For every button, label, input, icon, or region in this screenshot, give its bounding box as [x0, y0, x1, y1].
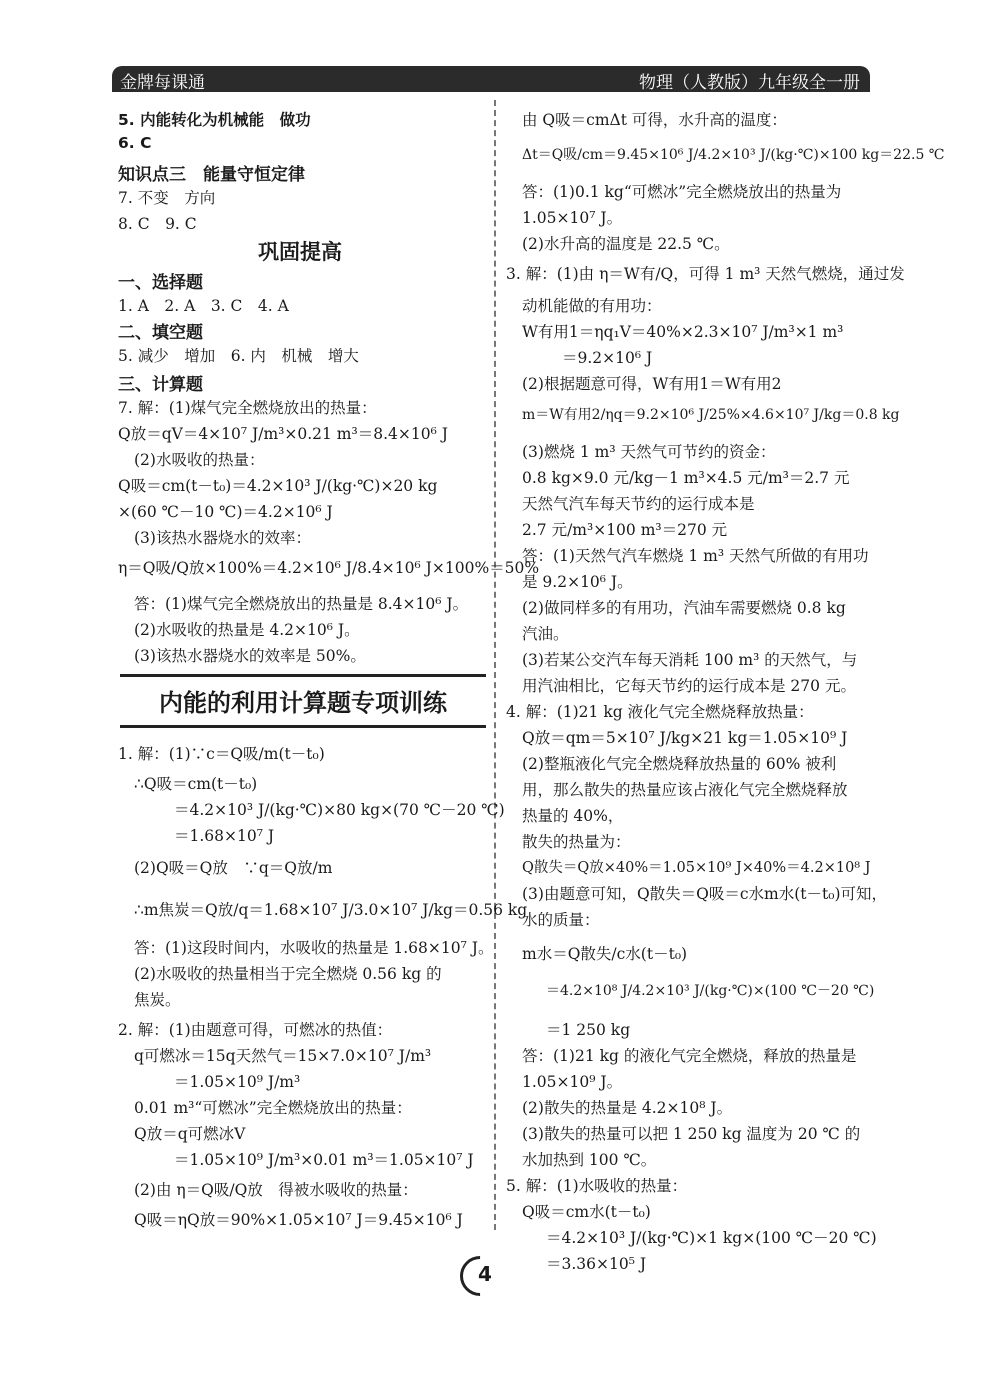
- solution-line: 答：(1)这段时间内，水吸收的热量是 1.68×10⁷ J。: [134, 939, 494, 957]
- solution-line: ＝1.05×10⁹ J/m³×0.01 m³＝1.05×10⁷ J: [174, 1151, 474, 1169]
- solution-line: Q吸＝cm(t－t₀)＝4.2×10³ J/(kg·℃)×20 kg: [118, 477, 438, 495]
- section-heading: 知识点三 能量守恒定律: [118, 165, 305, 185]
- formula-line: (2)由 η＝Q吸/Q放 得被水吸收的热量：: [134, 1181, 418, 1199]
- solution-line: q可燃冰＝15q天然气＝15×7.0×10⁷ J/m³: [134, 1047, 432, 1065]
- solution-line: (2)水吸收的热量是 4.2×10⁶ J。: [134, 621, 360, 639]
- answer-line: 1. A 2. A 3. C 4. A: [118, 297, 289, 315]
- solution-line: 由 Q吸＝cmΔt 可得，水升高的温度：: [522, 111, 787, 129]
- solution-line: (2)水吸收的热量相当于完全燃烧 0.56 kg 的: [134, 965, 442, 983]
- solution-line: 是 9.2×10⁶ J。: [522, 573, 633, 591]
- solution-line: 0.8 kg×9.0 元/kg－1 m³×4.5 元/m³＝2.7 元: [522, 469, 850, 487]
- solution-line: ＝4.2×10³ J/(kg·℃)×80 kg×(70 ℃－20 ℃): [174, 801, 505, 819]
- book-title: 金牌每课通: [120, 73, 205, 93]
- solution-line: ＝1.05×10⁹ J/m³: [174, 1073, 301, 1091]
- solution-line: 1.05×10⁹ J。: [522, 1073, 623, 1091]
- solution-line: 2. 解：(1)由题意可得，可燃冰的热值：: [118, 1021, 393, 1039]
- answer-line: 5. 减少 增加 6. 内 机械 增大: [118, 347, 359, 365]
- section-heading: 三、计算题: [118, 375, 203, 395]
- solution-line: 天然气汽车每天节约的运行成本是: [522, 495, 755, 513]
- page-number: 4: [478, 1262, 492, 1286]
- subject-title: 物理（人教版）九年级全一册: [639, 73, 860, 93]
- solution-line: 焦炭。: [134, 991, 181, 1009]
- solution-line: 1. 解：(1)∵c＝Q吸/m(t－t₀): [118, 745, 325, 763]
- solution-line: 4. 解：(1)21 kg 液化气完全燃烧释放热量：: [506, 703, 814, 721]
- column-divider: [494, 100, 496, 1230]
- solution-line: (3)燃烧 1 m³ 天然气可节约的资金：: [522, 443, 776, 461]
- solution-line: (2)水升高的温度是 22.5 ℃。: [522, 235, 730, 253]
- solution-line: Q吸＝cm水(t－t₀): [522, 1203, 651, 1221]
- solution-line: ＝3.36×10⁵ J: [546, 1255, 647, 1273]
- solution-line: 答：(1)0.1 kg“可燃冰”完全燃烧放出的热量为: [522, 183, 842, 201]
- solution-line: ＝4.2×10³ J/(kg·℃)×1 kg×(100 ℃－20 ℃): [546, 1229, 877, 1247]
- answer-line: 8. C 9. C: [118, 215, 197, 233]
- section-heading: 一、选择题: [118, 273, 203, 293]
- formula-line: Δt＝Q吸/cm＝9.45×10⁶ J/4.2×10³ J/(kg·℃)×100 kg＝22.5 ℃: [522, 147, 945, 163]
- solution-line: 动机能做的有用功：: [522, 297, 662, 315]
- solution-line: Q放＝qm＝5×10⁷ J/kg×21 kg＝1.05×10⁹ J: [522, 729, 848, 747]
- solution-line: (2)水吸收的热量：: [134, 451, 265, 469]
- solution-line: 答：(1)21 kg 的液化气完全燃烧，释放的热量是: [522, 1047, 857, 1065]
- solution-line: Q散失＝Q放×40%＝1.05×10⁹ J×40%＝4.2×10⁸ J: [522, 860, 871, 876]
- solution-line: 热量的 40%，: [522, 807, 624, 825]
- page-header: [112, 66, 870, 92]
- solution-line: (2)散失的热量是 4.2×10⁸ J。: [522, 1099, 733, 1117]
- answer-line: 6. C: [118, 134, 152, 152]
- solution-line: (3)由题意可知，Q散失＝Q吸＝c水m水(t－t₀)可知，: [522, 885, 888, 903]
- solution-line: 汽油。: [522, 625, 569, 643]
- solution-line: Q吸＝ηQ放＝90%×1.05×10⁷ J＝9.45×10⁶ J: [134, 1211, 463, 1229]
- solution-line: (2)根据题意可得，W有用1＝W有用2: [522, 375, 782, 393]
- solution-line: 0.01 m³“可燃冰”完全燃烧放出的热量：: [134, 1099, 412, 1117]
- solution-line: 2.7 元/m³×100 m³＝270 元: [522, 521, 728, 539]
- special-training-banner: [120, 674, 486, 728]
- solution-line: (3)若某公交汽车每天消耗 100 m³ 的天然气，与: [522, 651, 858, 669]
- solution-line: ＝1.68×10⁷ J: [174, 827, 275, 845]
- solution-line: 答：(1)天然气汽车燃烧 1 m³ 天然气所做的有用功: [522, 547, 869, 565]
- solution-line: ∴Q吸＝cm(t－t₀): [134, 775, 258, 793]
- solution-line: (2)Q吸＝Q放 ∵q＝Q放/m: [134, 859, 333, 877]
- solution-line: ＝9.2×10⁶ J: [562, 349, 653, 367]
- formula-line: m＝W有用2/ηq＝9.2×10⁶ J/25%×4.6×10⁷ J/kg＝0.8 kg: [522, 407, 900, 423]
- solution-line: W有用1＝ηq₁V＝40%×2.3×10⁷ J/m³×1 m³: [522, 323, 844, 341]
- solution-line: (2)整瓶液化气完全燃烧释放热量的 60% 被利: [522, 755, 837, 773]
- solution-line: 散失的热量为：: [522, 833, 631, 851]
- answer-line: 7. 不变 方向: [118, 189, 216, 207]
- solution-line: 答：(1)煤气完全燃烧放出的热量是 8.4×10⁶ J。: [134, 595, 469, 613]
- solution-line: (3)散失的热量可以把 1 250 kg 温度为 20 ℃ 的: [522, 1125, 861, 1143]
- formula-line: ＝4.2×10⁸ J/4.2×10³ J/(kg·℃)×(100 ℃－20 ℃): [546, 983, 875, 999]
- solution-line: (2)做同样多的有用功，汽油车需要燃烧 0.8 kg: [522, 599, 846, 617]
- section-heading: 二、填空题: [118, 323, 203, 343]
- solution-line: ×(60 ℃－10 ℃)＝4.2×10⁶ J: [118, 503, 333, 521]
- solution-line: (3)该热水器烧水的效率：: [134, 529, 311, 547]
- solution-line: 用汽油相比，它每天节约的运行成本是 270 元。: [522, 677, 856, 695]
- solution-line: 3. 解：(1)由 η＝W有/Q，可得 1 m³ 天然气燃烧，通过发: [506, 265, 905, 283]
- solution-line: 1.05×10⁷ J。: [522, 209, 623, 227]
- answer-line: 5. 内能转化为机械能 做功: [118, 111, 311, 129]
- solution-line: 水的质量：: [522, 911, 600, 929]
- formula-line: m水＝Q散失/c水(t－t₀): [522, 945, 688, 963]
- formula-line: η＝Q吸/Q放×100%＝4.2×10⁶ J/8.4×10⁶ J×100%＝50%: [118, 559, 540, 577]
- solution-line: ＝1 250 kg: [546, 1021, 631, 1039]
- solution-line: (3)该热水器烧水的效率是 50%。: [134, 647, 366, 665]
- solution-line: Q放＝qV＝4×10⁷ J/m³×0.21 m³＝8.4×10⁶ J: [118, 425, 448, 443]
- formula-line: ∴m焦炭＝Q放/q＝1.68×10⁷ J/3.0×10⁷ J/kg＝0.56 kg: [134, 901, 528, 919]
- banner-title: 内能的利用计算题专项训练: [159, 689, 447, 717]
- solution-line: 5. 解：(1)水吸收的热量：: [506, 1177, 688, 1195]
- solution-line: 7. 解：(1)煤气完全燃烧放出的热量：: [118, 399, 377, 417]
- subsection-title: 巩固提高: [258, 240, 342, 264]
- solution-line: Q放＝q可燃冰V: [134, 1125, 246, 1143]
- solution-line: 用，那么散失的热量应该占液化气完全燃烧释放: [522, 781, 848, 799]
- solution-line: 水加热到 100 ℃。: [522, 1151, 657, 1169]
